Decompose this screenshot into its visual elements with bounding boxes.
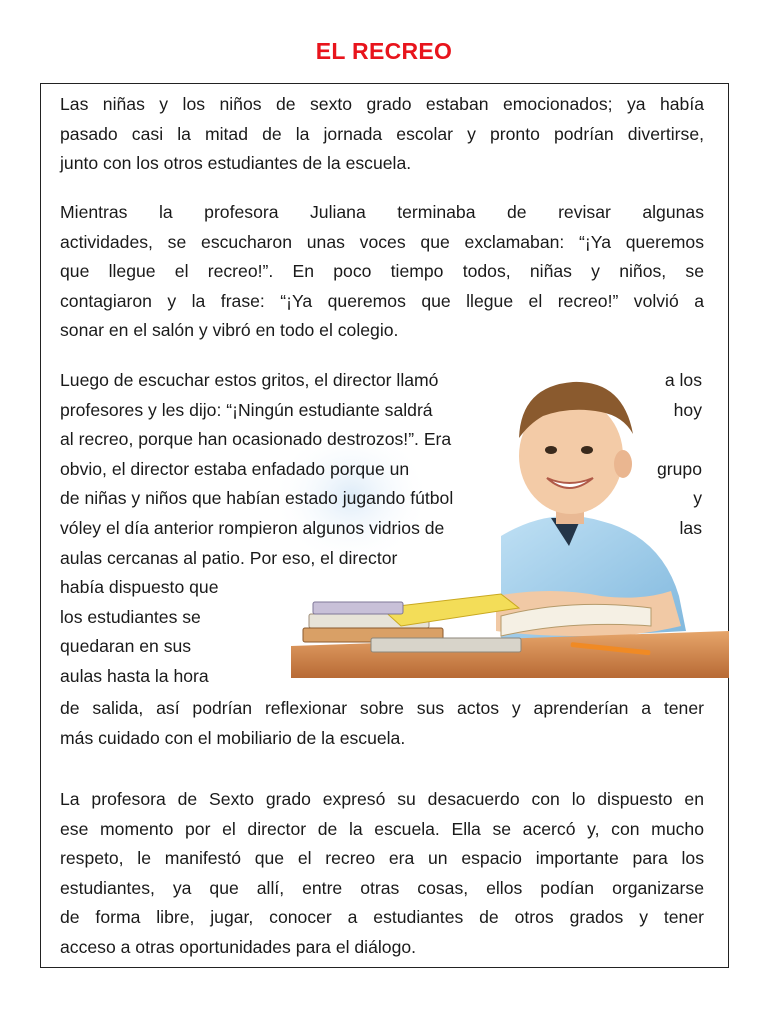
text-line: aulas cercanas al patio. Por eso, el director	[60, 547, 398, 568]
text-line: los estudiantes se	[60, 606, 201, 627]
text-line: aulas hasta la hora	[60, 666, 209, 686]
text-line: Las niñas y los niños de sexto grado estaban emocionados; ya había	[60, 94, 704, 114]
text-line: más cuidado con el mobiliario de la escuela.	[60, 727, 406, 748]
text-line: vóley el día anterior rompieron algunos vidrios de	[60, 518, 445, 538]
text-line: había dispuesto que	[60, 577, 219, 598]
text-line-end: hoy	[673, 399, 702, 420]
paragraph-1	[60, 90, 704, 179]
text-line: acceso a otras oportunidades para el diálogo.	[60, 936, 417, 957]
text-line: sonar en el salón y vibró en todo el colegio.	[60, 320, 399, 341]
text-line: al recreo, porque han ocasionado destrozos!”. Era	[60, 429, 452, 450]
text-line: contagiaron y la frase: “¡Ya queremos que llegue el recreo!” volvió a	[60, 290, 704, 311]
text-line-end: y	[693, 488, 702, 509]
text-line: de forma libre, jugar, conocer a estudiantes de otros grados y tener	[60, 907, 704, 928]
text-line-end: grupo	[657, 458, 702, 479]
text-line: La profesora de Sexto grado expresó su desacuerdo con lo dispuesto en	[60, 789, 704, 809]
text-line: pasado casi la mitad de la jornada escolar y pronto podrían divertirse,	[60, 123, 704, 144]
text-line: de niñas y niños que habían estado jugando fútbol	[60, 488, 454, 509]
page-title: EL RECREO	[315, 38, 453, 64]
text-line: ese momento por el director de la escuela. Ella se acercó y, con mucho	[60, 818, 704, 839]
text-line: respeto, le manifestó que el recreo era un espacio importante para los	[60, 848, 704, 869]
text-line: Luego de escuchar estos gritos, el director llamó	[60, 370, 439, 390]
text-line: de salida, así podrían reflexionar sobre sus actos y aprenderían a tener	[60, 698, 704, 718]
text-line: estudiantes, ya que allí, entre otras cosas, ellos podían organizarse	[60, 877, 704, 898]
text-line: Mientras la profesora Juliana terminaba de revisar algunas	[60, 202, 704, 222]
paragraph-4	[60, 785, 704, 963]
text-line: junto con los otros estudiantes de la escuela.	[60, 153, 412, 174]
text-line: que llegue el recreo!”. En poco tiempo todos, niñas y niños, se	[60, 261, 704, 282]
text-line-end: las	[679, 518, 702, 538]
text-line: actividades, se escucharon unas voces que exclamaban: “¡Ya queremos	[60, 231, 704, 252]
text-line: obvio, el director estaba enfadado porque un	[60, 458, 410, 479]
paragraph-2	[60, 198, 704, 346]
text-line-end: a los	[664, 370, 702, 390]
text-line: quedaran en sus	[60, 636, 192, 657]
text-line: profesores y les dijo: “¡Ningún estudiante saldrá	[60, 399, 433, 420]
paragraph-3-end	[60, 694, 704, 753]
reading-frame	[40, 83, 729, 968]
